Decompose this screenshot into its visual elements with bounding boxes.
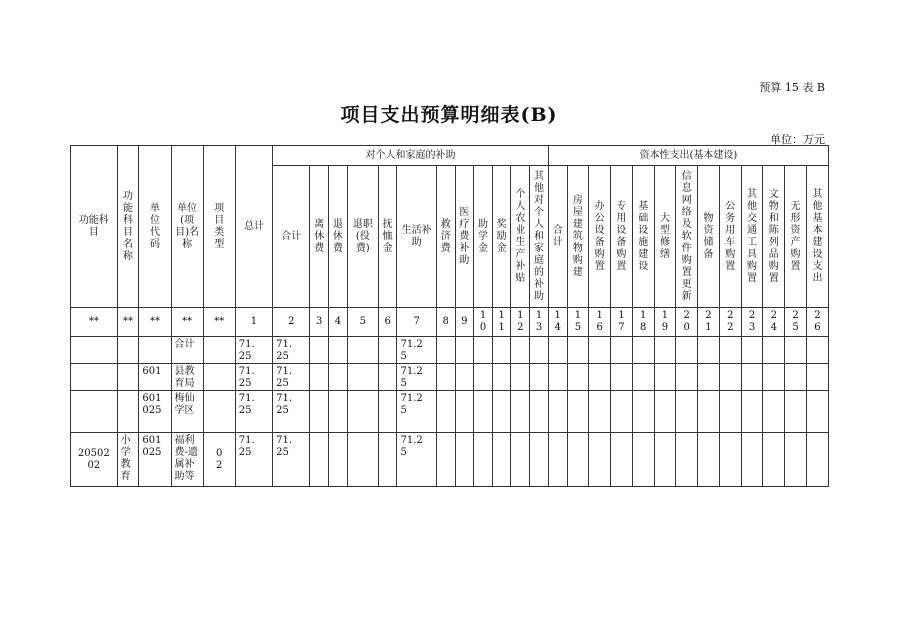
cell-empty	[806, 391, 828, 433]
column-number: **	[71, 308, 118, 337]
cell-empty	[455, 433, 474, 487]
header-unit-code: 单位代码	[139, 146, 171, 308]
cell-empty	[378, 337, 397, 364]
column-number: 22	[719, 308, 741, 337]
cell-empty	[548, 337, 567, 364]
cell-empty	[567, 337, 589, 364]
cell-empty	[785, 433, 807, 487]
cell-empty	[436, 337, 455, 364]
header-func-subject: 功能科目	[71, 146, 118, 308]
cell-personal-total: 71.25	[273, 364, 310, 391]
header-special-equipment: 专用设备购置	[611, 166, 633, 308]
cell-empty	[474, 391, 493, 433]
column-number: 20	[676, 308, 698, 337]
header-farm-subsidy: 个人农业生产补贴	[511, 166, 530, 308]
cell-empty	[347, 433, 378, 487]
header-relief: 救济费	[436, 166, 455, 308]
header-office-equipment: 办公设备购置	[589, 166, 611, 308]
cell-empty	[676, 391, 698, 433]
header-building: 房屋建筑物购建	[567, 166, 589, 308]
cell-empty	[548, 391, 567, 433]
cell-empty	[455, 391, 474, 433]
cell-empty	[719, 433, 741, 487]
cell-empty	[436, 364, 455, 391]
column-number: 1	[235, 308, 272, 337]
cell-empty	[719, 364, 741, 391]
cell-empty	[806, 364, 828, 391]
unit-label: 单位：万元	[770, 133, 825, 146]
cell-empty	[329, 337, 348, 364]
header-infrastructure: 基础设施建设	[632, 166, 654, 308]
cell-empty	[654, 391, 676, 433]
cell-empty	[763, 364, 785, 391]
column-number: **	[139, 308, 171, 337]
column-number: 16	[589, 308, 611, 337]
cell-empty	[806, 433, 828, 487]
cell-empty	[654, 364, 676, 391]
cell-empty	[548, 364, 567, 391]
column-number-row	[71, 308, 829, 337]
cell-empty	[698, 364, 720, 391]
table-id: 预算 15 表 B	[759, 81, 825, 94]
cell-empty	[378, 364, 397, 391]
cell-unit-name: 梅仙学区	[171, 391, 203, 433]
cell-func-subject-name	[117, 364, 139, 391]
table-row	[71, 391, 829, 433]
cell-empty	[785, 364, 807, 391]
cell-empty	[474, 364, 493, 391]
cell-empty	[455, 337, 474, 364]
cell-empty	[632, 391, 654, 433]
cell-empty	[589, 391, 611, 433]
cell-empty	[611, 364, 633, 391]
cell-personal-total: 71.25	[273, 337, 310, 364]
page-title: 项目支出预算明细表(B)	[340, 104, 558, 126]
cell-empty	[511, 433, 530, 487]
cell-unit-name: 福利费-遗属补助等	[171, 433, 203, 487]
header-total: 总计	[235, 146, 272, 308]
cell-empty	[378, 391, 397, 433]
header-resignation: 退职(役费)	[347, 166, 378, 308]
cell-empty	[719, 337, 741, 364]
cell-unit-code: 601025	[139, 391, 171, 433]
column-number: 4	[329, 308, 348, 337]
cell-empty	[589, 364, 611, 391]
column-number: 9	[455, 308, 474, 337]
cell-empty	[611, 391, 633, 433]
cell-empty	[763, 391, 785, 433]
table-row	[71, 433, 829, 487]
column-number: 5	[347, 308, 378, 337]
table-row	[71, 337, 829, 364]
column-number: 24	[763, 308, 785, 337]
cell-empty	[698, 337, 720, 364]
cell-project-type	[203, 364, 235, 391]
cell-empty	[530, 337, 549, 364]
cell-empty	[329, 364, 348, 391]
cell-func-subject: 2050202	[71, 433, 118, 487]
cell-unit-name: 合计	[171, 337, 203, 364]
cell-empty	[329, 433, 348, 487]
column-number: 6	[378, 308, 397, 337]
header-group-capital: 资本性支出(基本建设)	[548, 146, 828, 166]
cell-empty	[530, 391, 549, 433]
cell-empty	[589, 337, 611, 364]
cell-living-allowance: 71.25	[397, 364, 436, 391]
column-number: 14	[548, 308, 567, 337]
cell-empty	[378, 433, 397, 487]
column-number: 2	[273, 308, 310, 337]
column-number: 12	[511, 308, 530, 337]
cell-empty	[310, 391, 329, 433]
cell-empty	[455, 364, 474, 391]
cell-project-type	[203, 337, 235, 364]
cell-empty	[698, 391, 720, 433]
cell-empty	[436, 433, 455, 487]
column-number: 7	[397, 308, 436, 337]
cell-living-allowance: 71.25	[397, 337, 436, 364]
cell-empty	[492, 364, 511, 391]
header-material-reserve: 物资储备	[698, 166, 720, 308]
cell-empty	[654, 433, 676, 487]
cell-project-type: 02	[203, 433, 235, 487]
cell-empty	[763, 337, 785, 364]
cell-personal-total: 71.25	[273, 391, 310, 433]
column-number: 18	[632, 308, 654, 337]
column-number: **	[171, 308, 203, 337]
column-number: 26	[806, 308, 828, 337]
column-number: 17	[611, 308, 633, 337]
header-student-aid: 助学金	[474, 166, 493, 308]
cell-empty	[741, 433, 763, 487]
header-group-personal: 对个人和家庭的补助	[273, 146, 549, 166]
column-number: **	[203, 308, 235, 337]
cell-total: 71.25	[235, 433, 272, 487]
cell-empty	[676, 337, 698, 364]
header-cultural-relics: 文物和陈列品购置	[763, 166, 785, 308]
header-it-software: 信息网络及软件购置更新	[676, 166, 698, 308]
header-retirement: 退休费	[329, 166, 348, 308]
header-other-personal: 其他对个人和家庭的补助	[530, 166, 549, 308]
cell-empty	[785, 391, 807, 433]
cell-total: 71.25	[235, 364, 272, 391]
cell-empty	[719, 391, 741, 433]
cell-empty	[676, 364, 698, 391]
cell-empty	[347, 337, 378, 364]
cell-empty	[530, 364, 549, 391]
header-personal-total: 合计	[273, 166, 310, 308]
cell-empty	[474, 337, 493, 364]
header-unit-name: 单位(项目)名称	[171, 146, 203, 308]
cell-empty	[310, 433, 329, 487]
cell-empty	[436, 391, 455, 433]
cell-func-subject-name: 小学教育	[117, 433, 139, 487]
cell-empty	[611, 433, 633, 487]
cell-empty	[741, 391, 763, 433]
cell-func-subject-name	[117, 337, 139, 364]
header-living-allowance: 生活补助	[397, 166, 436, 308]
cell-empty	[492, 391, 511, 433]
cell-empty	[567, 364, 589, 391]
column-number: 10	[474, 308, 493, 337]
cell-unit-code: 601	[139, 364, 171, 391]
header-other-vehicle: 其他交通工具购置	[741, 166, 763, 308]
cell-empty	[511, 391, 530, 433]
column-number: 23	[741, 308, 763, 337]
column-number: 11	[492, 308, 511, 337]
column-number: **	[117, 308, 139, 337]
cell-empty	[329, 391, 348, 433]
cell-func-subject	[71, 391, 118, 433]
cell-func-subject-name	[117, 391, 139, 433]
header-official-vehicle: 公务用车购置	[719, 166, 741, 308]
column-number: 13	[530, 308, 549, 337]
column-number: 25	[785, 308, 807, 337]
cell-empty	[567, 391, 589, 433]
cell-living-allowance: 71.25	[397, 391, 436, 433]
cell-empty	[511, 337, 530, 364]
cell-empty	[492, 337, 511, 364]
column-number: 3	[310, 308, 329, 337]
cell-empty	[806, 337, 828, 364]
cell-empty	[492, 433, 511, 487]
cell-personal-total: 71.25	[273, 433, 310, 487]
cell-total: 71.25	[235, 391, 272, 433]
cell-empty	[785, 337, 807, 364]
header-medical-subsidy: 医疗费补助	[455, 166, 474, 308]
cell-empty	[698, 433, 720, 487]
cell-total: 71.25	[235, 337, 272, 364]
column-number: 8	[436, 308, 455, 337]
cell-empty	[347, 364, 378, 391]
cell-project-type	[203, 391, 235, 433]
header-retirement-lixiu: 离休费	[310, 166, 329, 308]
header-capital-total: 合计	[548, 166, 567, 308]
cell-empty	[654, 337, 676, 364]
header-intangible-assets: 无形资产购置	[785, 166, 807, 308]
cell-empty	[511, 364, 530, 391]
cell-empty	[567, 433, 589, 487]
cell-unit-code: 601025	[139, 433, 171, 487]
column-number: 21	[698, 308, 720, 337]
cell-unit-code	[139, 337, 171, 364]
cell-empty	[310, 337, 329, 364]
cell-empty	[632, 433, 654, 487]
header-project-type: 项目类型	[203, 146, 235, 308]
cell-unit-name: 县教育局	[171, 364, 203, 391]
cell-empty	[741, 337, 763, 364]
column-number: 15	[567, 308, 589, 337]
column-number: 19	[654, 308, 676, 337]
header-func-subject-name: 功能科目名称	[117, 146, 139, 308]
cell-empty	[676, 433, 698, 487]
cell-empty	[632, 337, 654, 364]
header-major-repair: 大型修缮	[654, 166, 676, 308]
cell-empty	[347, 391, 378, 433]
cell-func-subject	[71, 337, 118, 364]
cell-empty	[611, 337, 633, 364]
cell-empty	[632, 364, 654, 391]
cell-empty	[763, 433, 785, 487]
budget-detail-table	[70, 145, 829, 487]
cell-empty	[474, 433, 493, 487]
header-other-construction: 其他基本建设支出	[806, 166, 828, 308]
cell-empty	[548, 433, 567, 487]
cell-empty	[310, 364, 329, 391]
header-row-groups	[71, 146, 829, 166]
cell-empty	[589, 433, 611, 487]
cell-empty	[530, 433, 549, 487]
table-row	[71, 364, 829, 391]
header-pension: 抚恤金	[378, 166, 397, 308]
cell-func-subject	[71, 364, 118, 391]
header-reward: 奖励金	[492, 166, 511, 308]
cell-empty	[741, 364, 763, 391]
cell-living-allowance: 71.25	[397, 433, 436, 487]
